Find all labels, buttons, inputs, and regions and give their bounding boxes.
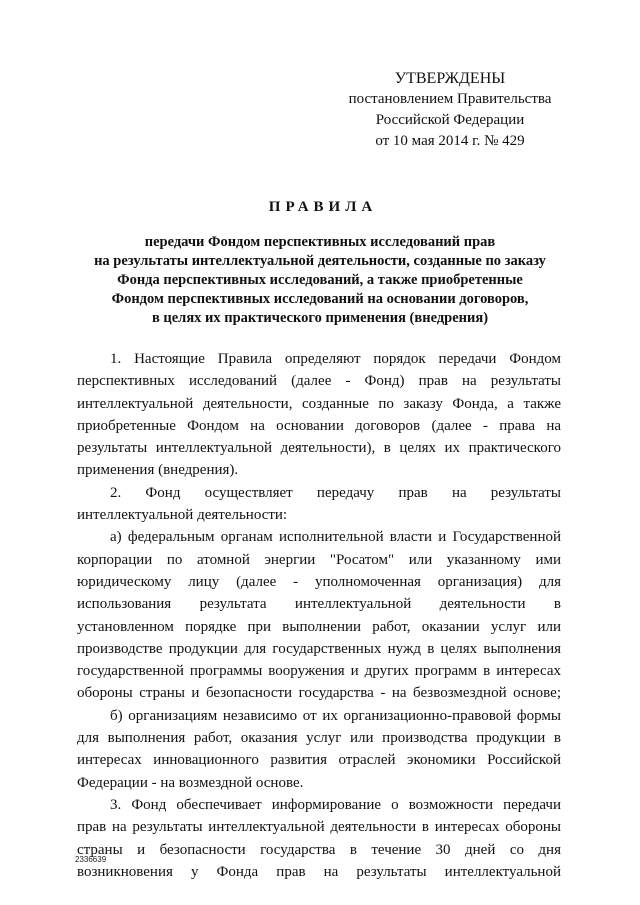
body-line: б) организациям независимо от их организационно-правовой формы: [110, 707, 561, 724]
body-line: интеллектуальной деятельности:: [77, 507, 288, 524]
subtitle-line: Фонда перспективных исследований, а также приобретенные: [117, 272, 523, 288]
body-line: для выполнения работ, оказания услуг или производства продукции в: [77, 730, 561, 747]
body-line: перспективных исследований (далее - Фонд) прав на результаты: [77, 373, 561, 390]
document-body: [77, 348, 561, 883]
body-line: применения (внедрения).: [77, 462, 239, 479]
body-line: прав на результаты интеллектуальной деятельности в интересах обороны: [77, 819, 561, 836]
body-line: установленном порядке при выполнении работ, оказании услуг или: [77, 618, 561, 635]
body-line: юридическому лицу (далее - уполномоченная организация) для: [77, 573, 561, 590]
body-line: Федерации - на возмездной основе.: [77, 774, 304, 791]
subtitle-line: передачи Фондом перспективных исследований прав: [144, 234, 496, 250]
approval-title: УТВЕРЖДЕНЫ: [394, 70, 506, 87]
subtitle-line: в целях их практического применения (внедрения): [151, 310, 489, 326]
approval-line: постановлением Правительства: [348, 91, 552, 107]
document-subtitle: [70, 233, 570, 328]
subtitle-line: Фондом перспективных исследований на основании договоров,: [111, 291, 529, 307]
approval-date: от 10 мая 2014 г. № 429: [375, 133, 525, 149]
body-line: 2. Фонд осуществляет передачу прав на результаты: [110, 484, 561, 501]
approval-block: [330, 68, 570, 152]
body-line: 3. Фонд обеспечивает информирование о возможности передачи: [110, 796, 561, 813]
body-line: государственной программы вооружения и других программ в интересах: [77, 663, 561, 680]
body-line: возникновения у Фонда прав на результаты интеллектуальной: [77, 863, 561, 880]
body-line: а) федеральным органам исполнительной власти и Государственной: [110, 529, 561, 546]
body-line: производстве продукции для государственных нужд в целях выполнения: [77, 640, 561, 657]
approval-line: Российской Федерации: [375, 112, 525, 128]
heading: ПРАВИЛА: [268, 199, 378, 215]
body-line: интересах инновационного развития отраслей экономики Российской: [77, 752, 561, 769]
body-line: использования результата интеллектуальной деятельности в: [77, 596, 561, 613]
body-line: 1. Настоящие Правила определяют порядок передачи Фондом: [110, 351, 561, 367]
document-number: 2336639: [75, 855, 107, 864]
body-line: интеллектуальной деятельности, созданные по заказу Фонда, а также: [77, 395, 561, 412]
document-title: [0, 198, 640, 216]
body-line: корпорации по атомной энергии "Росатом" или указанному ими: [77, 551, 561, 568]
subtitle-line: на результаты интеллектуальной деятельности, созданные по заказу: [94, 253, 546, 269]
body-line: обороны страны и безопасности государства - на безвозмездной основе;: [77, 685, 561, 702]
body-line: страны и безопасности государства в течение 30 дней со дня: [77, 841, 561, 858]
body-line: результаты интеллектуальной деятельности), в целях их практического: [77, 440, 561, 457]
body-line: приобретенные Фондом на основании договоров (далее - права на: [77, 417, 561, 434]
